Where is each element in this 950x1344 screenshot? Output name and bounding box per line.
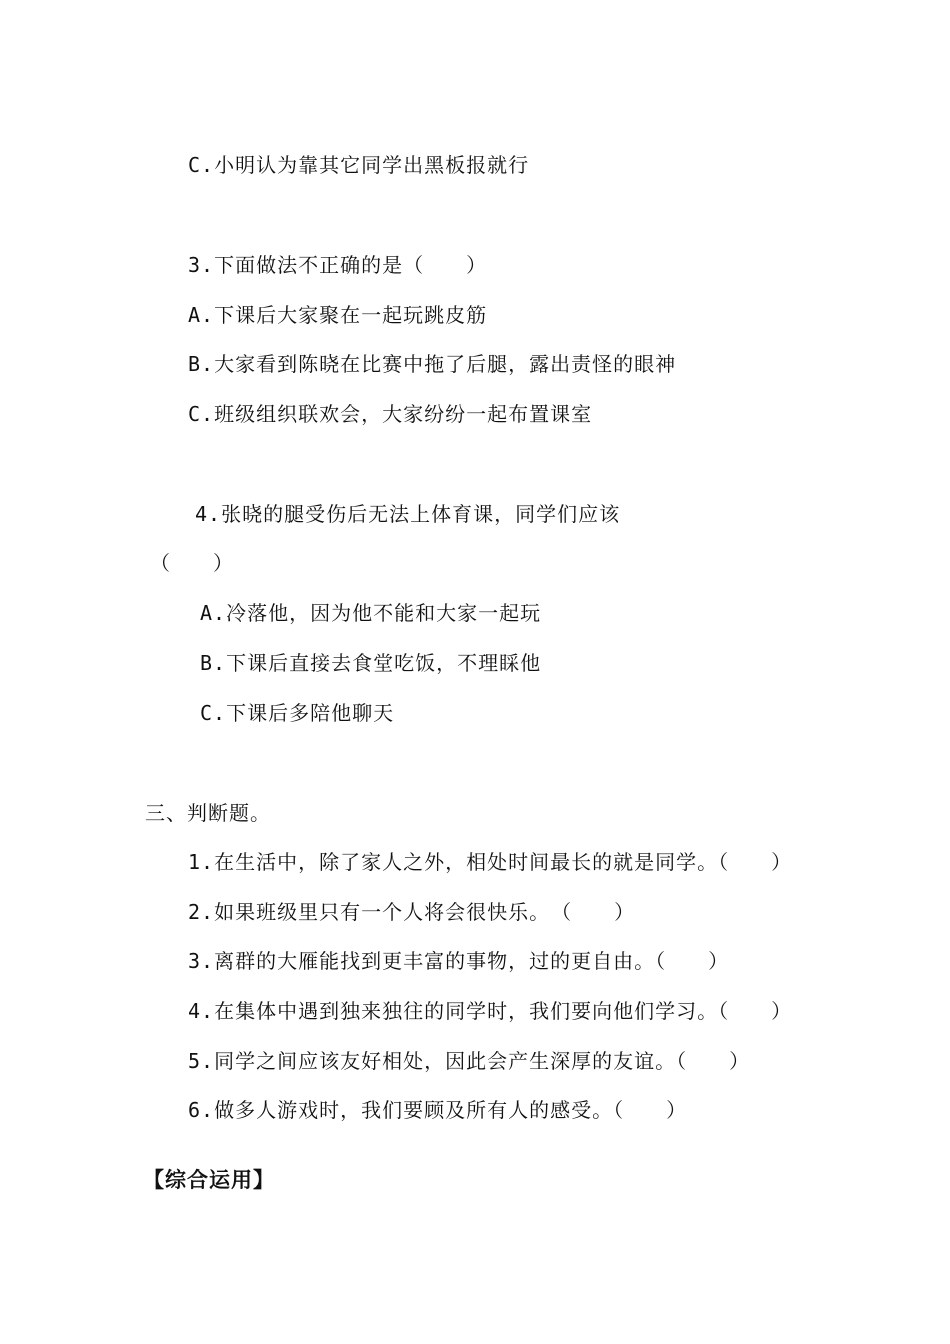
- question-3-option-b: B.大家看到陈晓在比赛中拖了后腿，露出责怪的眼神: [188, 352, 677, 376]
- question-4-option-c: C.下课后多陪他聊天: [200, 701, 395, 725]
- judgement-item-6: 6.做多人游戏时，我们要顾及所有人的感受。（ ）: [188, 1098, 688, 1122]
- judgement-item-1: 1.在生活中，除了家人之外，相处时间最长的就是同学。（ ）: [188, 850, 793, 874]
- judgement-item-2: 2.如果班级里只有一个人将会很快乐。 （ ）: [188, 900, 636, 924]
- question-4-answer-bracket: （ ）: [150, 551, 234, 575]
- question-3: 3.下面做法不正确的是（ ）: [188, 253, 488, 277]
- question-3-option-a: A.下课后大家聚在一起玩跳皮筋: [188, 303, 488, 327]
- judgement-item-3: 3.离群的大雁能找到更丰富的事物，过的更自由。（ ）: [188, 949, 730, 973]
- judgement-item-5: 5.同学之间应该友好相处，因此会产生深厚的友谊。（ ）: [188, 1049, 751, 1073]
- question-4-option-a: A.冷落他，因为他不能和大家一起玩: [200, 601, 542, 625]
- section-title-judgement: 三、判断题。: [145, 801, 271, 825]
- question-4-option-b: B.下课后直接去食堂吃饭，不理睬他: [200, 651, 542, 675]
- question-2-option-c: C.小明认为靠其它同学出黑板报就行: [188, 153, 530, 177]
- question-4: 4.张晓的腿受伤后无法上体育课，同学们应该: [195, 502, 621, 526]
- question-3-option-c: C.班级组织联欢会，大家纷纷一起布置课室: [188, 402, 593, 426]
- section-title-comprehensive: 【综合运用】: [143, 1168, 275, 1192]
- judgement-item-4: 4.在集体中遇到独来独往的同学时，我们要向他们学习。（ ）: [188, 999, 793, 1023]
